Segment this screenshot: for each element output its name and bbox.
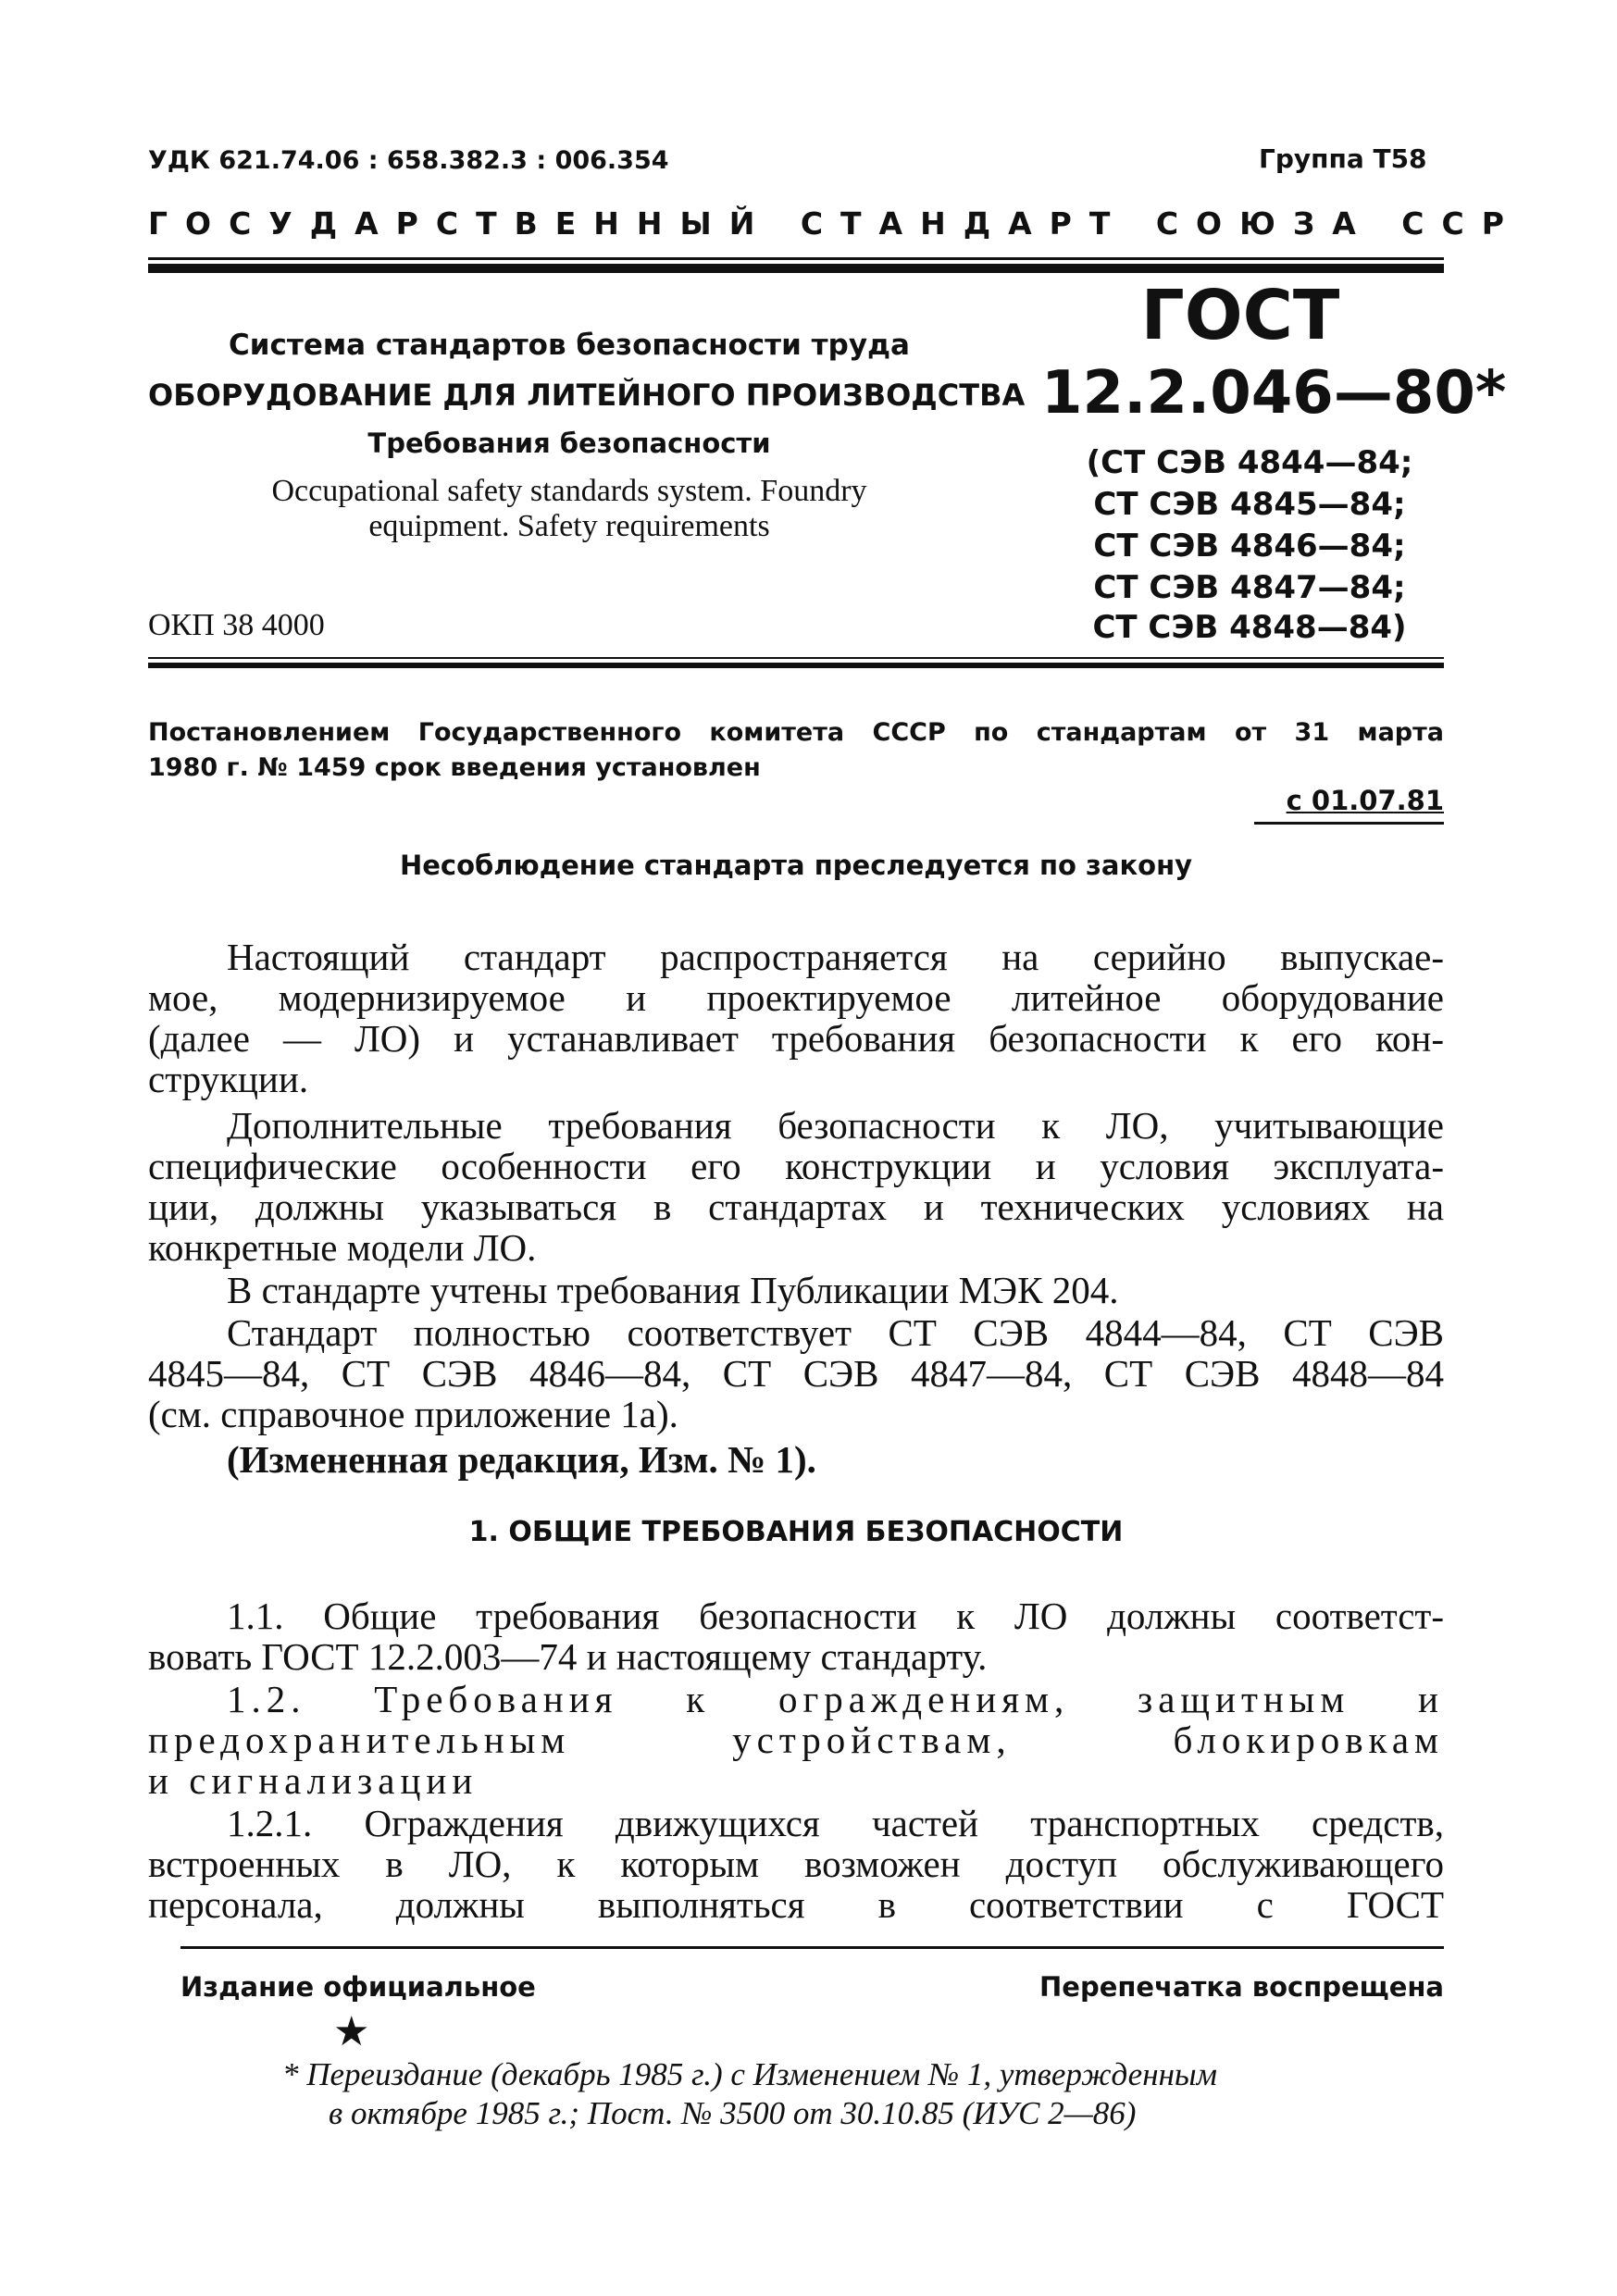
title-rule-thin [148, 657, 1444, 659]
st-sev-1: (СТ СЭВ 4844—84; [1086, 444, 1413, 481]
p3-line: В стандарте учтены требования Публикации МЭК 204. [227, 1269, 1119, 1311]
p4-line-2: 4845—84, СТ СЭВ 4846—84, СТ СЭВ 4847—84, СТ СЭВ 4848—84 [148, 1352, 1444, 1395]
okp-code: ОКП 38 4000 [148, 608, 325, 642]
st-sev-5: СТ СЭВ 4848—84) [1092, 609, 1407, 646]
s12-line-3: и сигнализации [148, 1759, 479, 1802]
s12-line-2: предохранительным устройствам, блокировкам [148, 1719, 1444, 1761]
p4-line-3: (см. справочное приложение 1а). [148, 1393, 678, 1435]
official-edition: Издание официальное [180, 1971, 536, 2003]
state-standard-heading: ГОСУДАРСТВЕННЫЙ СТАНДАРТ СОЮЗА ССР [148, 205, 1522, 242]
legal-warning: Несоблюдение стандарта преследуется по закону [399, 850, 1193, 881]
s12-line-1: 1.2. Требования к ограждениям, защитным и [227, 1678, 1444, 1720]
system-name: Система стандартов безопасности труда [229, 329, 910, 362]
gost-label: ГОСТ [1140, 276, 1340, 355]
udk-code: УДК 621.74.06 : 658.382.3 : 006.354 [148, 146, 669, 175]
decree-line-2: 1980 г. № 1459 срок введения установлен [148, 753, 761, 782]
reprint-prohibited: Перепечатка воспрещена [1039, 1971, 1444, 2003]
star-icon: ★ [333, 2008, 370, 2055]
p1-line-3: (далее — ЛО) и устанавливает требования безопасности к его кон- [148, 1017, 1444, 1060]
date-underline [1254, 822, 1444, 825]
document-title: ОБОРУДОВАНИЕ ДЛЯ ЛИТЕЙНОГО ПРОИЗВОДСТВА [148, 378, 1026, 413]
p2-line-4: конкретные модели ЛО. [148, 1226, 537, 1269]
decree-line-1: Постановлением Государственного комитета СССР по стандартам от 31 марта [148, 718, 1444, 747]
revision-note: (Измененная редакция, Изм. № 1). [227, 1438, 816, 1481]
p1-line-2: мое, модернизируемое и проектируемое литейное оборудование [148, 976, 1444, 1019]
group-code: Группа Т58 [1259, 143, 1427, 174]
reprint-note-line-1: * Переиздание (декабрь 1985 г.) с Изменением № 1, утвержденным [282, 2056, 1217, 2092]
header-rule-thin [148, 257, 1444, 260]
footer-rule [180, 1946, 1444, 1949]
p2-line-2: специфические особенности его конструкции и условия эксплуата- [148, 1145, 1444, 1187]
st-sev-3: СТ СЭВ 4846—84; [1093, 527, 1406, 565]
p1-line-1: Настоящий стандарт распространяется на серийно выпускае- [227, 936, 1444, 978]
effective-date: с 01.07.81 [1286, 785, 1444, 816]
st-sev-4: СТ СЭВ 4847—84; [1093, 569, 1406, 606]
english-title-line-2: equipment. Safety requirements [368, 509, 770, 543]
section-1-title: 1. ОБЩИЕ ТРЕБОВАНИЯ БЕЗОПАСНОСТИ [468, 1516, 1124, 1548]
st-sev-2: СТ СЭВ 4845—84; [1093, 486, 1406, 523]
header-rule-thick [148, 264, 1444, 273]
title-rule-thick [148, 663, 1444, 668]
s11-line-1: 1.1. Общие требования безопасности к ЛО должны соответст- [227, 1595, 1444, 1637]
p2-line-3: ции, должны указываться в стандартах и технических условиях на [148, 1185, 1444, 1228]
p1-line-4: струкции. [148, 1058, 309, 1100]
english-title-line-1: Occupational safety standards system. Foundry [271, 474, 867, 508]
s11-line-2: вовать ГОСТ 12.2.003—74 и настоящему стандарту. [148, 1635, 988, 1678]
s121-line-1: 1.2.1. Ограждения движущихся частей транспортных средств, [227, 1802, 1444, 1844]
gost-number: 12.2.046—80* [1041, 359, 1507, 428]
reprint-note-line-2: в октябре 1985 г.; Пост. № 3500 от 30.10.85 (ИУС 2—86) [329, 2095, 1137, 2131]
s121-line-3: персонала, должны выполняться в соответствии с ГОСТ [148, 1883, 1444, 1926]
document-subtitle: Требования безопасности [367, 428, 771, 459]
s121-line-2: встроенных в ЛО, к которым возможен доступ обслуживающего [148, 1843, 1444, 1885]
p4-line-1: Стандарт полностью соответствует СТ СЭВ 4844—84, СТ СЭВ [227, 1311, 1444, 1354]
p2-line-1: Дополнительные требования безопасности к ЛО, учитывающие [227, 1104, 1444, 1147]
